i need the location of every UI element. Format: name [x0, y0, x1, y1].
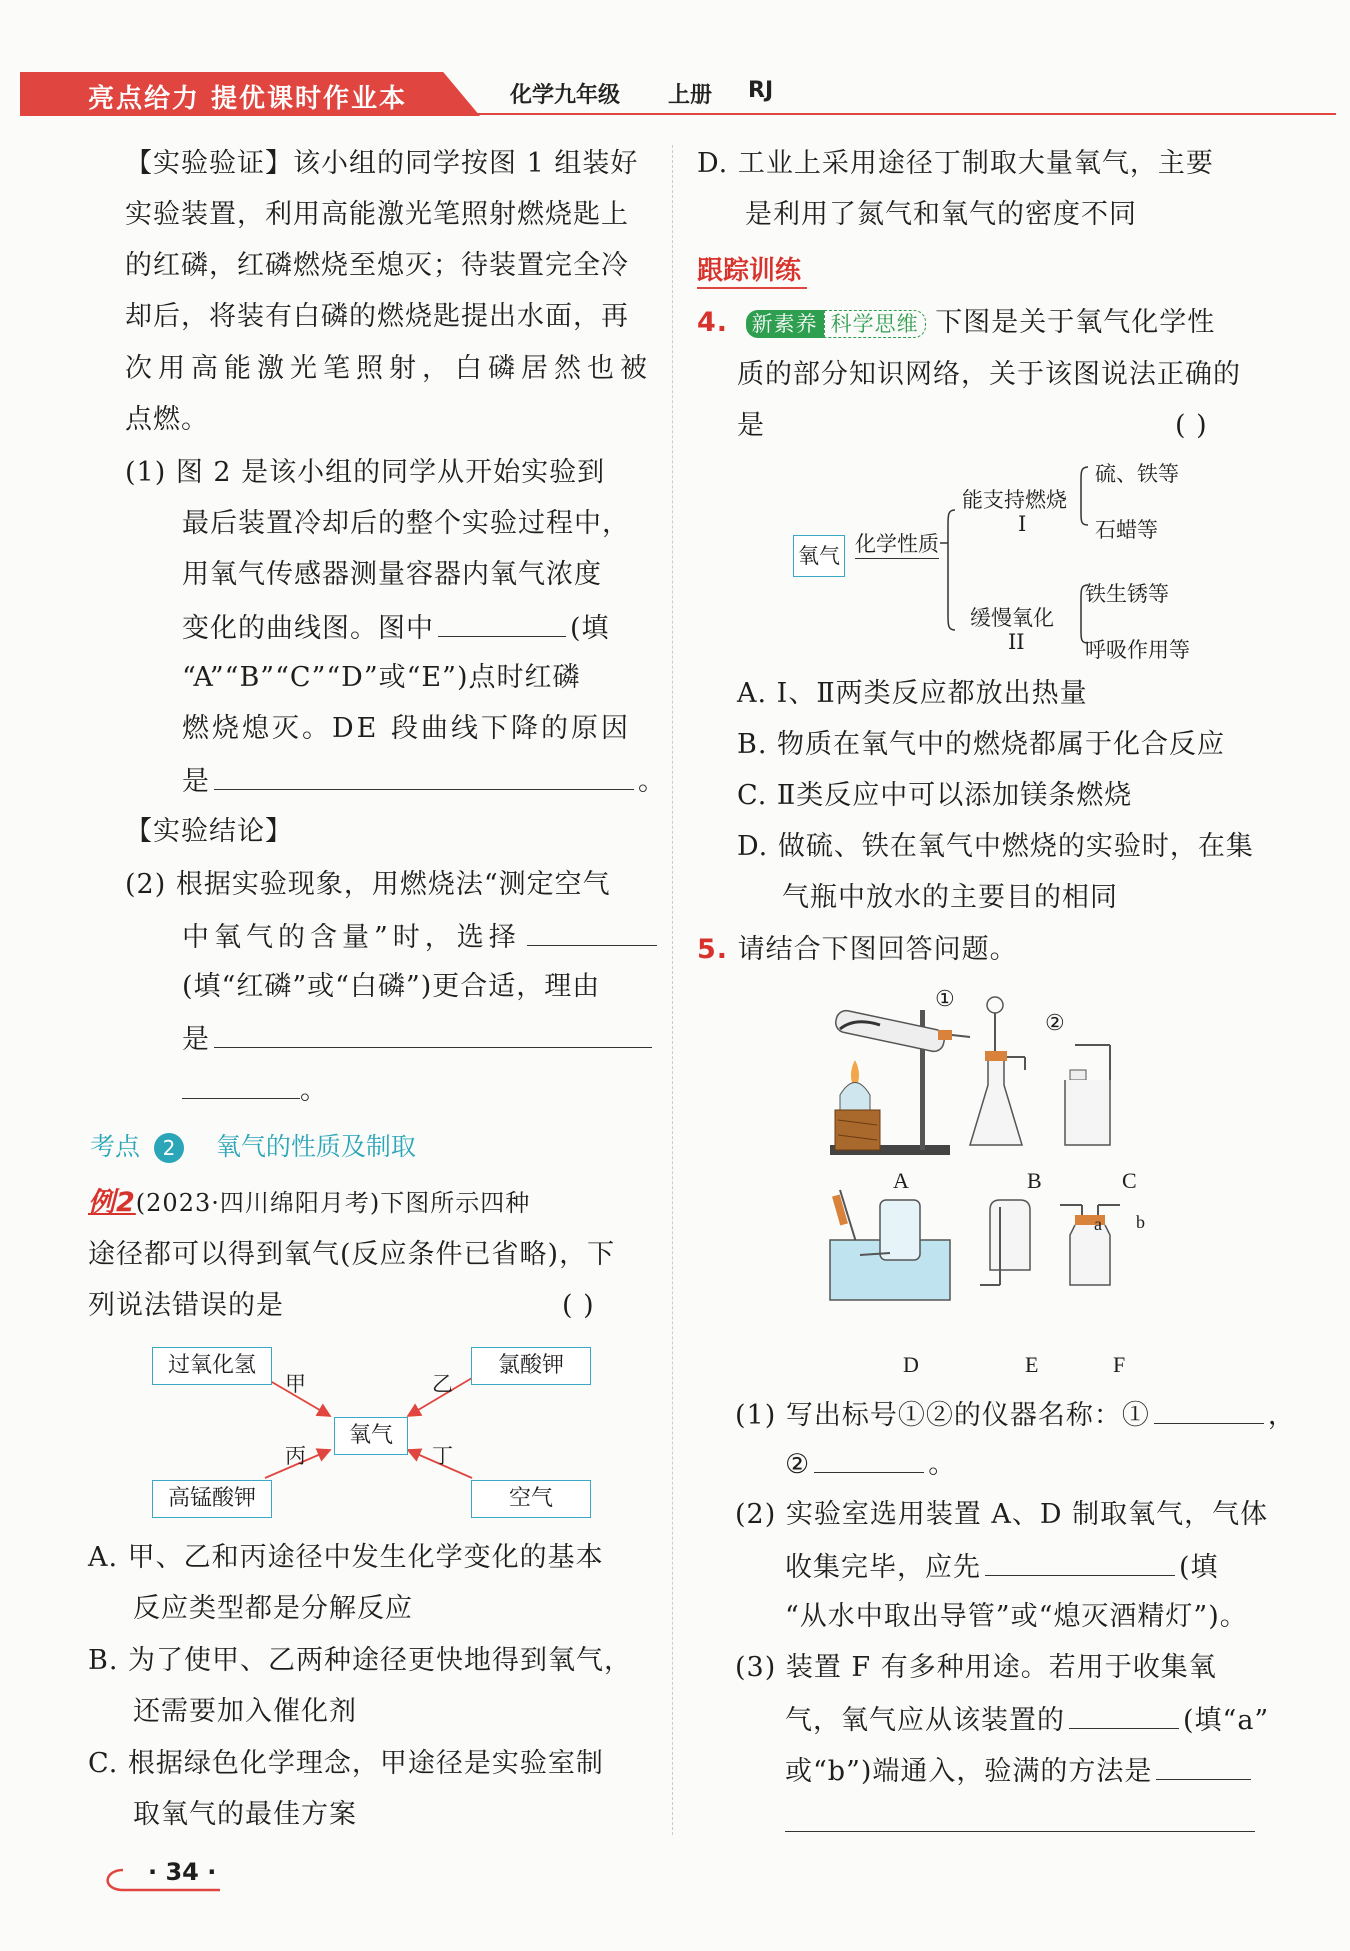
q1-line-1: (1) 图 2 是该小组的同学从开始实验到	[125, 457, 606, 488]
network-type-2: II	[1008, 630, 1025, 654]
q4-line-2: 质的部分知识网络，关于该图说法正确的	[737, 359, 1241, 390]
page-number: · 34 ·	[148, 1858, 217, 1886]
network-slow-oxidation: 缓慢氧化	[970, 606, 1054, 630]
follow-up-title: 跟踪训练	[697, 250, 807, 289]
option-a-text: A. 甲、乙和丙途径中发生化学变化的基本	[88, 1542, 604, 1573]
q4-option-c[interactable]	[737, 779, 1132, 813]
kaodian-label: 考点	[90, 1132, 141, 1161]
q2-line-2-text: 中氧气的含量”时，选择	[182, 922, 521, 953]
fill-tail: (填	[1179, 1552, 1219, 1583]
q5-1-text: (1) 写出标号①②的仪器名称：①	[735, 1400, 1150, 1431]
badge-science-thinking: 科学思维	[824, 310, 926, 338]
apparatus-d	[830, 1190, 950, 1300]
q5-2-text: 收集完毕，应先	[785, 1552, 981, 1583]
network-sulfur-iron: 硫、铁等	[1095, 462, 1179, 486]
label-bing: 丙	[285, 1444, 306, 1468]
q5-3-line-2	[785, 1702, 1269, 1738]
option-c-line-2: 取氧气的最佳方案	[133, 1799, 357, 1830]
option-b-text: B. 为了使甲、乙两种途径更快地得到氧气，	[88, 1645, 633, 1676]
option-a-line-2: 反应类型都是分解反应	[133, 1593, 413, 1624]
example-line-1-text: (2023·四川绵阳月考)下图所示四种	[135, 1189, 531, 1217]
q4-number: 4.	[697, 307, 729, 338]
q5-text: 请结合下图回答问题。	[737, 934, 1018, 965]
option-a-line-1[interactable]	[88, 1541, 604, 1575]
q2-line-5	[182, 1072, 328, 1108]
label-a: A	[893, 1168, 909, 1193]
answer-blank-full-check-cont[interactable]	[785, 1805, 1255, 1832]
q2-line-4	[182, 1021, 652, 1057]
answer-blank-choose[interactable]	[527, 919, 657, 946]
page-number-swoosh	[95, 1858, 225, 1898]
apparatus-c	[1065, 1045, 1110, 1145]
answer-blank-port[interactable]	[1069, 1702, 1179, 1729]
q5-number: 5.	[697, 934, 729, 965]
q5-3-text: 气，氧气应从该装置的	[785, 1705, 1065, 1736]
kaodian-number: 2	[154, 1133, 184, 1163]
example-line-2: 途径都可以得到氧气(反应条件已省略)，下	[88, 1239, 616, 1270]
q4-option-a[interactable]	[737, 677, 1088, 711]
label-port-a: a	[1094, 1214, 1102, 1234]
example-line-3: 列说法错误的是	[88, 1290, 284, 1321]
q4-line-3: 是	[737, 410, 765, 441]
option-c-text: C. 根据绿色化学理念，甲途径是实验室制	[88, 1748, 604, 1779]
apparatus-a	[830, 1009, 970, 1155]
q1-line-6: 燃烧熄灭。DE 段曲线下降的原因	[182, 713, 631, 744]
label-port-b: b	[1136, 1212, 1145, 1232]
network-support-combustion: 能支持燃烧	[962, 488, 1067, 512]
q5-2-line-3: “从水中取出导管”或“熄灭酒精灯”)。	[785, 1601, 1248, 1632]
label-c: C	[1122, 1168, 1137, 1193]
label-f: F	[1113, 1352, 1126, 1377]
header-edition: RJ	[748, 78, 774, 103]
q5-2-line-1: (2) 实验室选用装置 A、D 制取氧气，气体	[735, 1499, 1269, 1530]
q5-1-mark2: ②	[785, 1449, 811, 1480]
fill-tail-a: (填“a”	[1183, 1705, 1270, 1736]
kaodian-title: 氧气的性质及制取	[215, 1132, 416, 1161]
q5-3-line-3	[785, 1753, 1251, 1789]
verify-line-1: 【实验验证】该小组的同学按图 1 组装好	[125, 148, 639, 179]
network-type-1: I	[1018, 512, 1027, 536]
network-respiration: 呼吸作用等	[1085, 638, 1190, 662]
answer-blank-reason[interactable]	[214, 1021, 652, 1048]
q1-fill-tail: (填	[570, 613, 610, 644]
network-iron-rust: 铁生锈等	[1085, 582, 1169, 606]
label-yi: 乙	[432, 1372, 453, 1396]
node-potassium-permanganate: 高锰酸钾	[152, 1480, 272, 1518]
q1-line-2: 最后装置冷却后的整个实验过程中，	[182, 508, 630, 539]
q1-line-4	[182, 610, 610, 646]
example-label: 例2	[88, 1187, 136, 1218]
q1-line-7-text: 是	[182, 766, 210, 797]
option-b-line-1[interactable]	[88, 1644, 632, 1678]
apparatus-e	[980, 1200, 1030, 1285]
label-e: E	[1025, 1352, 1039, 1377]
q4-option-d-text: D. 做硫、铁在氧气中燃烧的实验时，在集	[737, 831, 1254, 862]
node-air: 空气	[471, 1480, 591, 1518]
header-rule	[470, 113, 1336, 115]
answer-blank-point[interactable]	[438, 610, 566, 637]
example-answer-paren[interactable]: ( )	[562, 1290, 595, 1321]
answer-blank-first-step[interactable]	[985, 1549, 1175, 1576]
q5-3-line-4	[785, 1805, 1255, 1841]
q5-1-line-1	[735, 1397, 1296, 1433]
q4-option-c-text: C. Ⅱ类反应中可以添加镁条燃烧	[737, 780, 1133, 811]
q4-line-1	[697, 306, 1215, 340]
verify-line-3: 的红磷，红磷燃烧至熄灭；待装置完全冷	[125, 250, 629, 281]
q5-3-line-1: (3) 装置 F 有多种用途。若用于收集氧	[735, 1652, 1217, 1683]
q2-line-3: (填“红磷”或“白磷”)更合适，理由	[182, 971, 601, 1002]
answer-blank-reason-de[interactable]	[214, 763, 634, 790]
q2-line-2	[182, 919, 657, 955]
q4-option-a-text: A. Ⅰ、Ⅱ两类反应都放出热量	[737, 678, 1088, 709]
option-c-line-1[interactable]	[88, 1747, 604, 1781]
verify-line-4: 却后，将装有白磷的燃烧匙提出水面，再	[125, 301, 629, 332]
conclusion-heading: 【实验结论】	[125, 816, 293, 847]
badge-new-literacy: 新素养	[746, 310, 824, 338]
q4-option-d[interactable]	[737, 830, 1254, 864]
q4-option-b-text: B. 物质在氧气中的燃烧都属于化合反应	[737, 729, 1226, 760]
header-subject: 化学九年级	[510, 83, 621, 108]
book-brand: 亮点给力 提优课时作业本	[88, 84, 408, 114]
option-d-line-2: 是利用了氮气和氧气的密度不同	[745, 199, 1137, 230]
q1-line-4-text: 变化的曲线图。图中	[182, 613, 434, 644]
q2-line-4-text: 是	[182, 1024, 210, 1055]
answer-blank-instrument-2[interactable]	[814, 1446, 924, 1473]
option-d-line-1[interactable]	[697, 147, 1214, 181]
verify-line-6: 点燃。	[125, 404, 209, 435]
q5-2-line-2	[785, 1549, 1219, 1585]
label-d: D	[903, 1352, 919, 1377]
q1-line-7	[182, 763, 666, 799]
apparatus-f	[1060, 1205, 1120, 1285]
comma: ，	[1267, 1400, 1296, 1431]
label-ding: 丁	[432, 1444, 453, 1468]
q5-1-line-2	[785, 1446, 956, 1482]
q4-option-d-line-2: 气瓶中放水的主要目的相同	[782, 882, 1118, 913]
column-divider	[672, 145, 673, 1835]
q1-line-5: “A”“B”“C”“D”或“E”)点时红磷	[182, 662, 581, 693]
option-d-text: D. 工业上采用途径丁制取大量氧气，主要	[697, 148, 1214, 179]
q5-3-text-2: 或“b”)端通入，验满的方法是	[785, 1756, 1153, 1787]
q2-line-1: (2) 根据实验现象，用燃烧法“测定空气	[125, 869, 611, 900]
q4-answer-paren[interactable]: ( )	[1175, 410, 1208, 441]
option-b-line-2: 还需要加入催化剂	[133, 1696, 357, 1727]
mark-1: ①	[935, 986, 955, 1011]
answer-blank-instrument-1[interactable]	[1154, 1397, 1264, 1424]
label-b: B	[1027, 1168, 1042, 1193]
q5-line-1	[697, 933, 1018, 967]
period: 。	[928, 1449, 957, 1480]
lab-apparatus-figure	[820, 985, 1280, 1365]
verify-line-5: 次用高能激光笔照射，白磷居然也被	[125, 353, 653, 384]
q1-line-3: 用氧气传感器测量容器内氧气浓度	[182, 559, 602, 590]
mark-2: ②	[1045, 1010, 1065, 1035]
header-volume: 上册	[668, 83, 713, 108]
network-root-oxygen: 氧气	[793, 535, 845, 577]
period: 。	[638, 766, 666, 797]
node-potassium-chlorate: 氯酸钾	[471, 1347, 591, 1385]
kaodian-heading	[90, 1127, 416, 1163]
answer-blank-full-check[interactable]	[1156, 1753, 1251, 1780]
q4-option-b[interactable]	[737, 728, 1225, 762]
verify-line-2: 实验装置，利用高能激光笔照射燃烧匙上	[125, 199, 629, 230]
example-line-1	[88, 1186, 530, 1220]
network-paraffin: 石蜡等	[1095, 518, 1158, 542]
network-chemical-property: 化学性质	[855, 528, 939, 559]
apparatus-b	[970, 997, 1025, 1145]
node-hydrogen-peroxide: 过氧化氢	[152, 1347, 272, 1385]
node-oxygen: 氧气	[334, 1417, 408, 1455]
q4-line-1-text: 下图是关于氧气化学性	[935, 307, 1216, 338]
label-jia: 甲	[285, 1372, 306, 1396]
period: 。	[300, 1075, 328, 1106]
answer-blank-reason-cont[interactable]	[182, 1072, 300, 1099]
